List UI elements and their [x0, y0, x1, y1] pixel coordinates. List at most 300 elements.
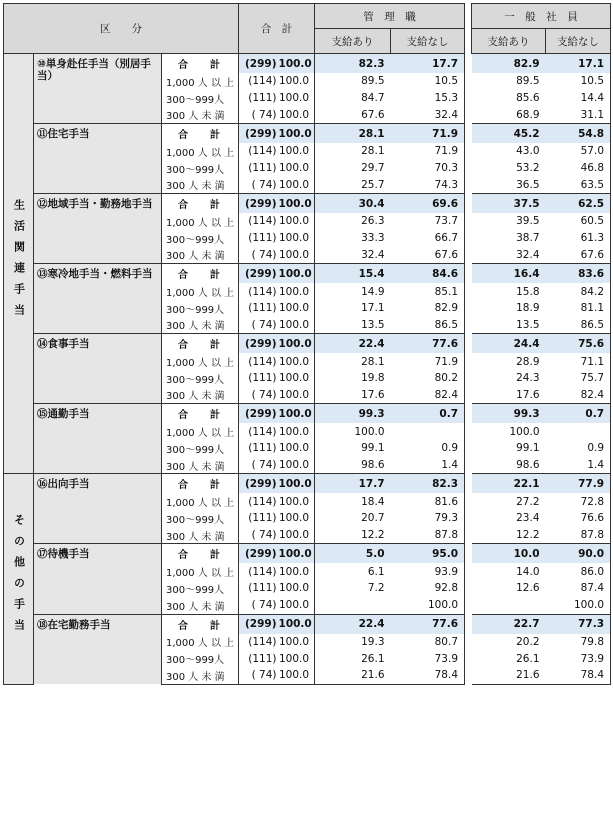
general-paid: 12.2 [516, 529, 540, 542]
sample-count: (114) [248, 425, 277, 438]
row-label: 300 人 未 満 [162, 247, 239, 264]
row-total: 100.0 [279, 90, 315, 107]
general-unpaid: 17.1 [546, 54, 611, 74]
gap-cell [465, 597, 472, 614]
general-unpaid: 14.4 [546, 90, 611, 107]
manager-unpaid: 70.3 [391, 160, 465, 177]
row-total: 100.0 [279, 370, 315, 387]
manager-paid: 19.3 [361, 635, 385, 648]
sample-count: (111) [248, 652, 277, 665]
gap-cell [465, 667, 472, 684]
row-total: 100.0 [279, 334, 315, 354]
general-unpaid: 67.6 [546, 247, 611, 264]
manager-paid: 5.0 [315, 544, 391, 564]
general-unpaid: 61.3 [546, 230, 611, 247]
row-total: 100.0 [279, 544, 315, 564]
row-total: 100.0 [279, 283, 315, 300]
sample-count: (299) [239, 54, 279, 74]
sample-count: (299) [239, 124, 279, 144]
general-paid: 28.9 [516, 355, 540, 368]
row-total: 100.0 [279, 194, 315, 214]
row-total: 100.0 [279, 54, 315, 74]
general-paid: 27.2 [516, 495, 540, 508]
gap-cell [465, 353, 472, 370]
general-paid: 99.3 [472, 404, 546, 424]
row-label: 300 人 未 満 [162, 597, 239, 614]
gap-cell [465, 300, 472, 317]
item-name: ⑮通勤手当 [34, 404, 162, 474]
general-paid: 43.0 [516, 145, 540, 158]
gap-cell [465, 106, 472, 123]
row-label: 300～999人 [162, 510, 239, 527]
general-unpaid: 77.3 [546, 614, 611, 634]
item-name: ⑭食事手当 [34, 334, 162, 404]
gap-cell [465, 370, 472, 387]
general-paid: 23.4 [516, 512, 540, 525]
sample-count: (299) [239, 264, 279, 284]
manager-paid: 28.1 [315, 124, 391, 144]
row-label: 合 計 [162, 264, 239, 284]
sample-count: ( 74) [251, 388, 277, 401]
manager-paid: 21.6 [315, 667, 391, 684]
general-paid: 53.2 [516, 162, 540, 175]
manager-paid: 12.2 [361, 529, 385, 542]
general-paid: 22.1 [472, 474, 546, 494]
header-gap [465, 4, 472, 54]
sample-count: (299) [239, 404, 279, 424]
manager-paid: 13.5 [361, 318, 385, 331]
sample-count: (111) [248, 512, 277, 525]
row-total: 100.0 [279, 423, 315, 440]
general-paid: 12.6 [516, 582, 540, 595]
header-general-paid: 支給あり [472, 29, 546, 54]
general-paid: 15.8 [516, 285, 540, 298]
gap-cell [465, 544, 472, 564]
general-unpaid: 0.9 [546, 440, 611, 457]
table-row-total [4, 614, 611, 634]
sample-count: (111) [248, 162, 277, 175]
item-name: ⑰待機手当 [34, 544, 162, 614]
manager-unpaid: 82.4 [391, 387, 465, 404]
general-unpaid: 71.1 [546, 353, 611, 370]
manager-paid: 82.3 [315, 54, 391, 74]
row-total: 100.0 [279, 264, 315, 284]
item-name: ⑯出向手当 [34, 474, 162, 544]
row-total: 100.0 [279, 580, 315, 597]
manager-unpaid: 77.6 [391, 614, 465, 634]
manager-unpaid: 80.7 [391, 634, 465, 651]
gap-cell [465, 650, 472, 667]
table-body [4, 54, 611, 685]
row-label: 1,000 人 以 上 [162, 423, 239, 440]
general-unpaid: 77.9 [546, 474, 611, 494]
manager-unpaid: 1.4 [391, 457, 465, 474]
manager-paid: 99.1 [361, 442, 385, 455]
gap-cell [465, 423, 472, 440]
sample-count: (111) [248, 372, 277, 385]
manager-unpaid: 71.9 [391, 353, 465, 370]
row-total: 100.0 [279, 124, 315, 144]
manager-paid [315, 597, 391, 614]
row-label: 1,000 人 以 上 [162, 73, 239, 90]
general-unpaid: 100.0 [546, 597, 611, 614]
manager-paid: 100.0 [354, 425, 385, 438]
sample-count: ( 74) [251, 599, 277, 612]
row-label: 300 人 未 満 [162, 457, 239, 474]
row-label: 300～999人 [162, 90, 239, 107]
row-total: 100.0 [279, 457, 315, 474]
gap-cell [465, 493, 472, 510]
manager-unpaid: 79.3 [391, 510, 465, 527]
item-name: ⑪住宅手当 [34, 124, 162, 194]
general-paid: 68.9 [516, 108, 540, 121]
row-label: 合 計 [162, 404, 239, 424]
gap-cell [465, 563, 472, 580]
general-paid: 37.5 [472, 194, 546, 214]
sample-count: ( 74) [251, 248, 277, 261]
manager-paid: 28.1 [361, 355, 385, 368]
row-label: 300 人 未 満 [162, 106, 239, 123]
general-paid: 98.6 [516, 459, 540, 472]
gap-cell [465, 614, 472, 634]
general-unpaid: 63.5 [546, 176, 611, 193]
manager-paid: 99.3 [315, 404, 391, 424]
general-paid: 16.4 [472, 264, 546, 284]
category-label: その他の手当 [12, 514, 26, 641]
gap-cell [465, 474, 472, 494]
sample-count: (299) [239, 544, 279, 564]
row-label: 1,000 人 以 上 [162, 563, 239, 580]
manager-unpaid: 84.6 [391, 264, 465, 284]
row-label: 合 計 [162, 54, 239, 74]
table-row-total [4, 264, 611, 284]
header-manager: 管 理 職 [315, 4, 465, 29]
gap-cell [465, 510, 472, 527]
row-total: 100.0 [279, 667, 315, 684]
row-total: 100.0 [279, 300, 315, 317]
manager-paid: 33.3 [361, 232, 385, 245]
manager-paid: 32.4 [361, 248, 385, 261]
gap-cell [465, 283, 472, 300]
general-paid: 89.5 [516, 75, 540, 88]
gap-cell [465, 213, 472, 230]
table-row-total [4, 404, 611, 424]
general-paid: 13.5 [516, 318, 540, 331]
general-paid: 18.9 [516, 302, 540, 315]
manager-unpaid: 82.9 [391, 300, 465, 317]
gap-cell [465, 457, 472, 474]
sample-count: (299) [239, 614, 279, 634]
row-label: 1,000 人 以 上 [162, 353, 239, 370]
general-paid: 14.0 [516, 565, 540, 578]
row-label: 合 計 [162, 544, 239, 564]
row-label: 300～999人 [162, 370, 239, 387]
manager-unpaid: 71.9 [391, 143, 465, 160]
gap-cell [465, 90, 472, 107]
manager-paid: 22.4 [315, 614, 391, 634]
row-total: 100.0 [279, 440, 315, 457]
gap-cell [465, 387, 472, 404]
manager-paid: 6.1 [367, 565, 385, 578]
general-paid: 24.4 [472, 334, 546, 354]
manager-paid: 17.1 [361, 302, 385, 315]
gap-cell [465, 143, 472, 160]
header-manager-unpaid: 支給なし [391, 29, 465, 54]
sample-count: ( 74) [239, 667, 279, 684]
manager-paid: 26.3 [361, 215, 385, 228]
row-label: 1,000 人 以 上 [162, 283, 239, 300]
row-total: 100.0 [279, 73, 315, 90]
general-paid: 21.6 [472, 667, 546, 684]
sample-count: (111) [248, 232, 277, 245]
sample-count: (114) [248, 285, 277, 298]
header-manager-paid: 支給あり [315, 29, 391, 54]
table-row-total [4, 124, 611, 144]
manager-unpaid: 82.3 [391, 474, 465, 494]
sample-count: (299) [239, 334, 279, 354]
gap-cell [465, 247, 472, 264]
general-paid: 38.7 [516, 232, 540, 245]
manager-unpaid: 69.6 [391, 194, 465, 214]
row-total: 100.0 [279, 247, 315, 264]
row-total: 100.0 [279, 176, 315, 193]
manager-unpaid: 67.6 [391, 247, 465, 264]
general-unpaid: 57.0 [546, 143, 611, 160]
row-label: 合 計 [162, 614, 239, 634]
manager-paid: 29.7 [361, 162, 385, 175]
row-label: 1,000 人 以 上 [162, 634, 239, 651]
manager-unpaid: 71.9 [391, 124, 465, 144]
manager-unpaid: 74.3 [391, 176, 465, 193]
category-cell [4, 54, 34, 474]
item-name: ⑬寒冷地手当・燃料手当 [34, 264, 162, 334]
manager-paid: 17.6 [361, 388, 385, 401]
general-unpaid: 76.6 [546, 510, 611, 527]
general-unpaid: 75.6 [546, 334, 611, 354]
general-unpaid: 46.8 [546, 160, 611, 177]
sample-count: (111) [248, 442, 277, 455]
row-label: 合 計 [162, 334, 239, 354]
gap-cell [465, 160, 472, 177]
general-unpaid: 54.8 [546, 124, 611, 144]
gap-cell [465, 440, 472, 457]
general-unpaid: 79.8 [546, 634, 611, 651]
general-unpaid: 81.1 [546, 300, 611, 317]
manager-unpaid: 87.8 [391, 527, 465, 544]
gap-cell [465, 580, 472, 597]
general-unpaid: 87.4 [546, 580, 611, 597]
sample-count: ( 74) [251, 318, 277, 331]
row-label: 300～999人 [162, 230, 239, 247]
manager-paid: 22.4 [315, 334, 391, 354]
gap-cell [465, 264, 472, 284]
row-label: 合 計 [162, 124, 239, 144]
category-label: 生活関連手当 [12, 199, 26, 326]
manager-paid: 26.1 [361, 652, 385, 665]
general-paid: 26.1 [516, 652, 540, 665]
row-total: 100.0 [279, 474, 315, 494]
general-paid: 82.9 [472, 54, 546, 74]
row-label: 300～999人 [162, 160, 239, 177]
general-unpaid: 0.7 [546, 404, 611, 424]
general-paid: 85.6 [516, 92, 540, 105]
manager-paid: 89.5 [361, 75, 385, 88]
category-cell [4, 474, 34, 684]
general-paid: 39.5 [516, 215, 540, 228]
table-row-total [4, 334, 611, 354]
row-label: 300 人 未 満 [162, 527, 239, 544]
general-unpaid: 82.4 [546, 387, 611, 404]
header-general: 一 般 社 員 [472, 4, 611, 29]
manager-unpaid: 80.2 [391, 370, 465, 387]
manager-unpaid: 66.7 [391, 230, 465, 247]
sample-count: ( 74) [251, 529, 277, 542]
manager-paid: 30.4 [315, 194, 391, 214]
general-unpaid: 1.4 [546, 457, 611, 474]
gap-cell [465, 73, 472, 90]
sample-count: (114) [248, 215, 277, 228]
gap-cell [465, 194, 472, 214]
manager-unpaid: 78.4 [391, 667, 465, 684]
sample-count: (111) [248, 92, 277, 105]
general-unpaid: 60.5 [546, 213, 611, 230]
general-paid: 10.0 [472, 544, 546, 564]
header-general-unpaid: 支給なし [546, 29, 611, 54]
manager-paid: 84.7 [361, 92, 385, 105]
sample-count: (299) [239, 474, 279, 494]
row-label: 300～999人 [162, 650, 239, 667]
manager-unpaid: 32.4 [391, 106, 465, 123]
manager-paid: 14.9 [361, 285, 385, 298]
row-total: 100.0 [279, 143, 315, 160]
general-unpaid: 86.0 [546, 563, 611, 580]
table-row-total [4, 54, 611, 74]
row-label: 300 人 未 満 [162, 387, 239, 404]
manager-unpaid: 17.7 [391, 54, 465, 74]
table-row-total [4, 544, 611, 564]
general-unpaid: 73.9 [546, 650, 611, 667]
manager-unpaid [391, 423, 465, 440]
general-paid: 32.4 [516, 248, 540, 261]
general-unpaid: 83.6 [546, 264, 611, 284]
row-total: 100.0 [279, 387, 315, 404]
general-paid: 20.2 [516, 635, 540, 648]
row-total: 100.0 [279, 404, 315, 424]
allowance-table [3, 3, 611, 685]
sample-count: ( 74) [251, 459, 277, 472]
row-total: 100.0 [279, 493, 315, 510]
general-paid: 100.0 [509, 425, 540, 438]
row-total: 100.0 [279, 317, 315, 334]
manager-paid: 17.7 [315, 474, 391, 494]
manager-unpaid: 92.8 [391, 580, 465, 597]
row-total: 100.0 [279, 230, 315, 247]
table-row-total [4, 194, 611, 214]
row-label: 300 人 未 満 [162, 667, 239, 684]
gap-cell [465, 230, 472, 247]
row-total: 100.0 [279, 597, 315, 614]
gap-cell [465, 54, 472, 74]
table-row-total [4, 474, 611, 494]
item-name: ⑩単身赴任手当（別居手当） [34, 54, 162, 124]
sample-count: (111) [248, 582, 277, 595]
row-label: 1,000 人 以 上 [162, 143, 239, 160]
row-label: 300 人 未 満 [162, 176, 239, 193]
gap-cell [465, 634, 472, 651]
general-unpaid: 75.7 [546, 370, 611, 387]
manager-paid: 15.4 [315, 264, 391, 284]
general-unpaid: 72.8 [546, 493, 611, 510]
general-unpaid: 87.8 [546, 527, 611, 544]
row-label: 300～999人 [162, 580, 239, 597]
manager-unpaid: 85.1 [391, 283, 465, 300]
sample-count: (114) [248, 145, 277, 158]
manager-unpaid: 0.7 [391, 404, 465, 424]
general-unpaid: 10.5 [546, 73, 611, 90]
gap-cell [465, 404, 472, 424]
sample-count: (114) [248, 635, 277, 648]
manager-paid: 18.4 [361, 495, 385, 508]
manager-unpaid: 15.3 [391, 90, 465, 107]
row-label: 1,000 人 以 上 [162, 213, 239, 230]
manager-unpaid: 95.0 [391, 544, 465, 564]
header-total: 合 計 [239, 4, 315, 54]
manager-paid: 19.8 [361, 372, 385, 385]
row-label: 300～999人 [162, 300, 239, 317]
general-paid [472, 597, 546, 614]
manager-paid: 28.1 [361, 145, 385, 158]
sample-count: (299) [239, 194, 279, 214]
manager-paid: 20.7 [361, 512, 385, 525]
row-label: 合 計 [162, 194, 239, 214]
row-label: 合 計 [162, 474, 239, 494]
item-name: ⑱在宅勤務手当 [34, 614, 162, 684]
row-total: 100.0 [279, 353, 315, 370]
manager-paid: 98.6 [361, 459, 385, 472]
general-unpaid: 86.5 [546, 317, 611, 334]
row-total: 100.0 [279, 510, 315, 527]
general-unpaid: 78.4 [546, 667, 611, 684]
row-total: 100.0 [279, 106, 315, 123]
row-label: 300 人 未 満 [162, 317, 239, 334]
gap-cell [465, 317, 472, 334]
manager-unpaid: 77.6 [391, 334, 465, 354]
header-category: 区 分 [4, 4, 239, 54]
general-paid: 45.2 [472, 124, 546, 144]
row-label: 1,000 人 以 上 [162, 493, 239, 510]
sample-count: (114) [248, 355, 277, 368]
row-total: 100.0 [279, 213, 315, 230]
manager-unpaid: 100.0 [391, 597, 465, 614]
manager-unpaid: 10.5 [391, 73, 465, 90]
gap-cell [465, 124, 472, 144]
manager-unpaid: 73.9 [391, 650, 465, 667]
general-unpaid: 90.0 [546, 544, 611, 564]
manager-unpaid: 0.9 [391, 440, 465, 457]
general-paid: 99.1 [516, 442, 540, 455]
row-total: 100.0 [279, 527, 315, 544]
general-paid: 24.3 [516, 372, 540, 385]
general-paid: 22.7 [472, 614, 546, 634]
manager-unpaid: 86.5 [391, 317, 465, 334]
gap-cell [465, 527, 472, 544]
sample-count: ( 74) [251, 178, 277, 191]
sample-count: ( 74) [251, 108, 277, 121]
general-paid: 36.5 [516, 178, 540, 191]
row-total: 100.0 [279, 650, 315, 667]
gap-cell [465, 176, 472, 193]
row-total: 100.0 [279, 634, 315, 651]
